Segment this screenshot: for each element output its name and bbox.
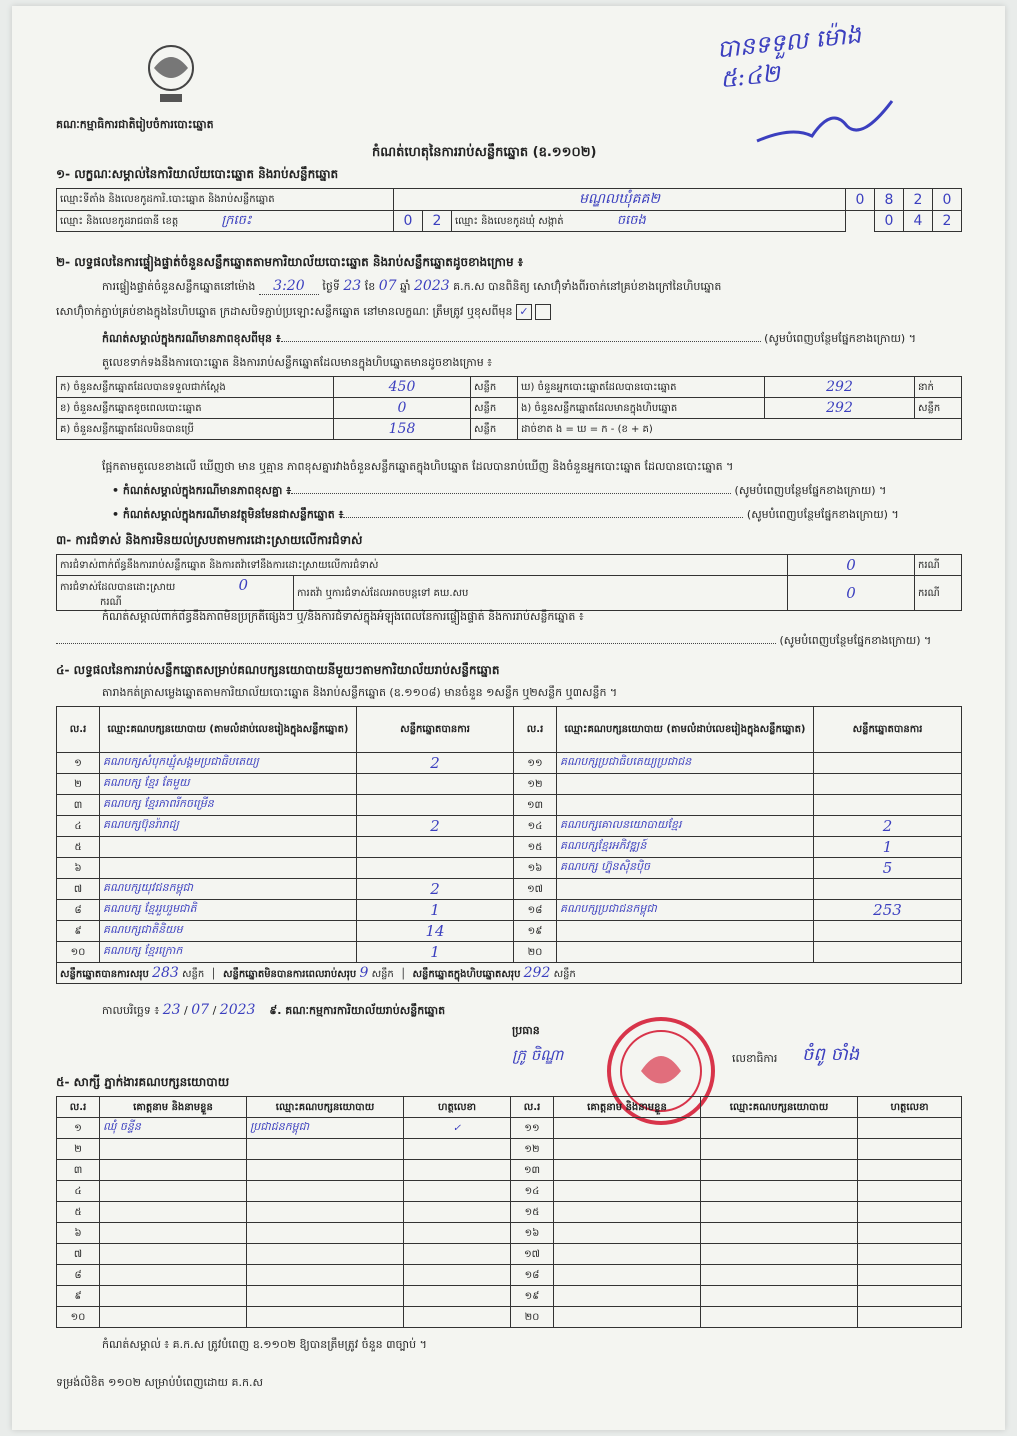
witness-signature	[858, 1118, 962, 1139]
party-name	[100, 858, 357, 879]
total-invalid: 9	[359, 964, 369, 981]
appeal-label: ការតវ៉ា ឬការជំទាស់ដែលអាចបន្តទៅ គឃ.សប	[294, 576, 788, 611]
row-number: ១៧	[511, 1244, 554, 1265]
spoiled-label: ខ) ចំនួនសន្លឹកឆ្នោតខូចពេលបោះឆ្នោត	[57, 398, 334, 419]
section4-heading: ៤- លទ្ធផលនៃការរាប់សន្លឹកឆ្នោតសម្រាប់គណបក្សនយោបាយនីមួយៗតាមការិយាល័យរាប់សន្លឹកឆ្នោត	[56, 663, 500, 677]
witness-party	[701, 1265, 858, 1286]
station-code-digit: 0	[846, 189, 875, 211]
party-name	[557, 921, 814, 942]
party-row	[57, 900, 962, 921]
witness-signature	[858, 1202, 962, 1223]
row-number: ១៥	[511, 1202, 554, 1223]
party-votes	[814, 879, 962, 900]
witness-name	[554, 1286, 701, 1307]
party-votes	[814, 942, 962, 963]
commune-label: ឈ្មោះ និងលេខកូដឃុំ សង្កាត់ ចចេង	[452, 211, 846, 232]
party-name: គណបក្សប៊ុនរ៉ារាជ្យ	[100, 816, 357, 837]
witness-row	[57, 1244, 962, 1265]
party-name: គណបក្សប្រជាជនកម្ពុជា	[557, 900, 814, 921]
received-note: បានទទួល ម៉ោង ៥:៤២	[715, 20, 863, 94]
spoiled-value: 0	[334, 398, 471, 419]
irregularity-lines: (សូមបំពេញបន្ថែមផ្នែកខាងក្រោយ) ។	[56, 634, 962, 650]
objection-label: ការជំទាស់ពាក់ព័ន្ធនឹងការរាប់សន្លឹកឆ្នោត និងការតវ៉ាទៅនឹងការដោះស្រាយលើការជំទាស់	[57, 555, 788, 576]
witness-name	[100, 1244, 247, 1265]
witness-signature	[404, 1244, 511, 1265]
party-name	[557, 879, 814, 900]
party-votes	[814, 921, 962, 942]
witness-party: ប្រជាជនកម្ពុជា	[247, 1118, 404, 1139]
witness-signature	[858, 1307, 962, 1328]
witness-party	[701, 1307, 858, 1328]
commune-name: ចចេង	[616, 212, 646, 228]
party-row	[57, 879, 962, 900]
witness-name	[554, 1223, 701, 1244]
row-number: ៩	[57, 1286, 100, 1307]
witness-party	[247, 1160, 404, 1181]
row-number: ១២	[514, 774, 557, 795]
party-results-table: ល.រ ឈ្មោះគណបក្សនយោបាយ (តាមលំដាប់លេខរៀងក្នុងសន្លឹកឆ្នោត) សន្លឹកឆ្នោតបានការ ល.រ ឈ្មោះគណបក្សនយោបាយ (តាមលំដាប់លេខរៀងក្នុងសន្លឹកឆ្នោត) សន្លឹកឆ្នោតបានការ ១ គណបក្សសំបុកឃ្មុំសង្គមប្រជាធិបតេយ្យ 2 ១១ គណបក្សប្រជាធិបតេយ្យប្រជាជន ២ គណបក្ស ខ្មែរ តែមួយ ១២ ៣ គណបក្ស ខ្មែរភាពរីកចម្រើន ១៣ ៤ គណបក្សប៊ុនរ៉ារាជ្យ 2 ១៤ គណបក្សគោលនយោបាយខ្មែរ 2 ៥ ១៥ គណបក្សខ្មែរអភិវឌ្ឍន៍ 1 ៦ ១៦ គណបក្ស ហ្វ៊ុនស៊ិនប៉ិច 5 ៧ គណបក្សយុវជនកម្ពុជា 2 ១៧ ៨ គណបក្ស ខ្មែររួបរួមជាតិ 1 ១៨ គណបក្សប្រជាជនកម្ពុជា 253 ៩ គណបក្សជាតិនិយម 14 ១៩ ១០ គណបក្ស ខ្មែរក្រោក 1 ២០ សន្លឹកឆ្នោតបានការសរុប 283 សន្លឹក │ សន្លឹកឆ្នោតមិនបានការពេលរាប់សរុប 9 សន្លឹក │ សន្លឹកឆ្នោតក្នុងហិបឆ្នោតសរុប 292 សន្លឹក	[56, 706, 962, 984]
party-name: គណបក្ស ខ្មែររួបរួមជាតិ	[100, 900, 357, 921]
row-number: ១៣	[514, 795, 557, 816]
witness-signature	[404, 1265, 511, 1286]
witness-name	[554, 1265, 701, 1286]
party-votes: 5	[814, 858, 962, 879]
party-name	[557, 774, 814, 795]
received-label: ក) ចំនួនសន្លឹកឆ្នោតដែលបានទទួលជាក់ស្តែង	[57, 377, 334, 398]
party-name: គណបក្ស ខ្មែរក្រោក	[100, 942, 357, 963]
row-number: ១៧	[514, 879, 557, 900]
party-name: គណបក្ស ខ្មែរ តែមួយ	[100, 774, 357, 795]
party-votes	[814, 753, 962, 774]
row-number: ៦	[57, 858, 100, 879]
total-valid: 283	[152, 964, 179, 981]
witness-party	[247, 1286, 404, 1307]
footer-note: កំណត់សម្គាល់ ៖ គ.ក.ស ត្រូវបំពេញ ឧ.១១០២ ឱ្យបានត្រឹមត្រូវ ចំនួន ៣ច្បាប់ ។	[102, 1338, 427, 1351]
party-name: គណបក្សជាតិនិយម	[100, 921, 357, 942]
witness-signature	[404, 1223, 511, 1244]
row-number: ២០	[514, 942, 557, 963]
party-row	[57, 753, 962, 774]
witness-party	[701, 1244, 858, 1265]
row-number: ១៦	[511, 1223, 554, 1244]
witness-party	[247, 1139, 404, 1160]
party-votes: 2	[814, 816, 962, 837]
verification-time: 3:20	[259, 278, 319, 295]
party-name: គណបក្សយុវជនកម្ពុជា	[100, 879, 357, 900]
witness-name	[100, 1139, 247, 1160]
commune-code-digit: 0	[875, 211, 904, 232]
party-votes: 1	[357, 900, 514, 921]
resolved-value: 0	[238, 576, 249, 594]
province-name: ក្រចេះ	[221, 212, 252, 228]
province-label: ឈ្មោះ និងលេខកូដរាជធានី ខេត្ត ក្រចេះ	[57, 211, 394, 232]
appeal-value: 0	[788, 576, 915, 611]
witness-party	[247, 1202, 404, 1223]
witness-party	[701, 1160, 858, 1181]
row-number: ៧	[57, 1244, 100, 1265]
witness-signature	[858, 1244, 962, 1265]
total-in-box: 292	[523, 964, 551, 981]
station-code-digit: 2	[904, 189, 933, 211]
formula: ដាច់ខាត ង = ឃ = ក - (ខ + គ)	[518, 419, 962, 440]
party-votes	[357, 837, 514, 858]
verification-day: 23	[343, 278, 362, 294]
party-votes: 2	[357, 879, 514, 900]
row-number: ៩	[57, 921, 100, 942]
party-name	[100, 837, 357, 858]
witness-party	[701, 1286, 858, 1307]
witness-signature	[404, 1160, 511, 1181]
row-number: ១១	[514, 753, 557, 774]
row-number: ១	[57, 1118, 100, 1139]
witness-row	[57, 1181, 962, 1202]
section1-heading: ១- លក្ខណៈសម្គាល់នៃការិយាល័យបោះឆ្នោត និងរាប់សន្លឹកឆ្នោត	[56, 167, 339, 181]
discrepancy-check: ផ្អែកតាមតួលេខខាងលើ ឃើញថា មាន ឬគ្មាន ភាពខុសគ្នារវាងចំនួនសន្លឹកឆ្នោតក្នុងហិបឆ្នោត ដែលបានរាប់ឃើញ និងចំនួនអ្នកបោះឆ្នោត ដែលបានបោះឆ្នោត ។	[102, 460, 734, 473]
witness-name	[554, 1181, 701, 1202]
party-name: គណបក្សប្រជាធិបតេយ្យប្រជាជន	[557, 753, 814, 774]
row-number: ១០	[57, 942, 100, 963]
row-number: ៨	[57, 900, 100, 921]
witness-party	[247, 1244, 404, 1265]
witness-name	[100, 1181, 247, 1202]
party-row	[57, 774, 962, 795]
witness-signature	[858, 1181, 962, 1202]
count-date: កាលបរិច្ឆេទ ៖ 23 / 07 / 2023 ៩. គណៈកម្មការការិយាល័យរាប់សន្លឹកឆ្នោត	[102, 1002, 446, 1018]
station-code-digit: 8	[875, 189, 904, 211]
witness-signature	[858, 1286, 962, 1307]
witness-name: ឈុំ ចន្ទីន	[100, 1118, 247, 1139]
committee-name: គណៈកម្មាធិការជាតិរៀបចំការបោះឆ្នោត	[56, 118, 214, 131]
party-votes: 1	[814, 837, 962, 858]
difference-note: កំណត់សម្គាល់ក្នុងករណីមានភាពខុសពីមុន ៖ (សូមបំពេញបន្ថែមផ្នែកខាងក្រោយ) ។	[102, 332, 916, 345]
row-number: ៨	[57, 1265, 100, 1286]
row-number: ១៤	[514, 816, 557, 837]
party-name: គណបក្សខ្មែរអភិវឌ្ឍន៍	[557, 837, 814, 858]
province-code-digit: 0	[394, 211, 423, 232]
province-code-digit: 2	[423, 211, 452, 232]
row-number: ១៤	[511, 1181, 554, 1202]
witness-name	[554, 1307, 701, 1328]
witness-signature	[404, 1181, 511, 1202]
received-value: 450	[334, 377, 471, 398]
witness-row	[57, 1265, 962, 1286]
witness-signature: ✓	[404, 1118, 511, 1139]
party-name: គណបក្សសំបុកឃ្មុំសង្គមប្រជាធិបតេយ្យ	[100, 753, 357, 774]
witness-name	[100, 1223, 247, 1244]
party-votes	[814, 795, 962, 816]
party-votes	[814, 774, 962, 795]
voters-value: 292	[765, 377, 915, 398]
witness-signature	[858, 1223, 962, 1244]
witness-name	[554, 1139, 701, 1160]
document-sheet	[12, 6, 1005, 1430]
row-number: ១	[57, 753, 100, 774]
witness-party	[701, 1223, 858, 1244]
objection-value: 0	[788, 555, 915, 576]
commune-code-digit: 2	[933, 211, 962, 232]
row-number: ២០	[511, 1307, 554, 1328]
changed-checkbox[interactable]	[535, 304, 551, 320]
party-votes	[357, 858, 514, 879]
witness-row	[57, 1202, 962, 1223]
verification-year: 2023	[414, 278, 450, 294]
commune-code-digit: 4	[904, 211, 933, 232]
president-signature: ក្រូ ចិណ្ឌា	[512, 1046, 564, 1064]
row-number: ១៨	[511, 1265, 554, 1286]
witness-party	[247, 1223, 404, 1244]
party-votes	[357, 795, 514, 816]
party-name: គណបក្សគោលនយោបាយខ្មែរ	[557, 816, 814, 837]
witness-name	[554, 1118, 701, 1139]
row-number: ៣	[57, 1160, 100, 1181]
row-number: ១៦	[514, 858, 557, 879]
ballot-count-table: ក) ចំនួនសន្លឹកឆ្នោតដែលបានទទួលជាក់ស្តែង 450 សន្លឹក ឃ) ចំនួនអ្នកបោះឆ្នោតដែលបានបោះឆ្នោត 292 នាក់ ខ) ចំនួនសន្លឹកឆ្នោតខូចពេលបោះឆ្នោត 0 សន្លឹក ង) ចំនួនសន្លឹកឆ្នោតដែលមានក្នុងហិបឆ្នោត 292 សន្លឹក គ) ចំនួនសន្លឹកឆ្នោតដែលមិនបានប្រើ 158 សន្លឹក ដាច់ខាត ង = ឃ = ក - (ខ + គ)	[56, 376, 962, 440]
party-name: គណបក្ស ខ្មែរភាពរីកចម្រើន	[100, 795, 357, 816]
party-row	[57, 858, 962, 879]
row-number: ១២	[511, 1139, 554, 1160]
row-number: ៤	[57, 816, 100, 837]
witness-signature	[858, 1160, 962, 1181]
witness-party	[701, 1181, 858, 1202]
section2-heading: ២- លទ្ធផលនៃការផ្ទៀងផ្ទាត់ចំនួនសន្លឹកឆ្នោតតាមការិយាល័យបោះឆ្នោត និងរាប់សន្លឹកឆ្នោតដូចខាងក្រោម ៖	[56, 255, 524, 269]
party-row	[57, 921, 962, 942]
witness-name	[554, 1202, 701, 1223]
party-votes: 2	[357, 816, 514, 837]
in-box-label: ង) ចំនួនសន្លឹកឆ្នោតដែលមានក្នុងហិបឆ្នោត	[518, 398, 765, 419]
row-number: ៣	[57, 795, 100, 816]
witness-table: ល.រ គោត្តនាម និងនាមខ្លួន ឈ្មោះគណបក្សនយោបាយ ហត្ថលេខា ល.រ គោត្តនាម និងនាមខ្លួន ឈ្មោះគណបក្សនយោបាយ ហត្ថលេខា ១ ឈុំ ចន្ទីន ប្រជាជនកម្ពុជា ✓ ១១ ២ ១២ ៣ ១៣ ៤ ១៤ ៥ ១៥ ៦ ១៦ ៧ ១៧ ៨ ១៨ ៩ ១៩ ១០ ២០	[56, 1096, 962, 1328]
row-number: ១៩	[511, 1286, 554, 1307]
witness-row	[57, 1307, 962, 1328]
witness-name	[554, 1160, 701, 1181]
row-number: ១៥	[514, 837, 557, 858]
witness-signature	[404, 1202, 511, 1223]
seal-paragraph: សោហ៊ុំចាក់ភ្ជាប់គ្រប់ខាងក្នុងនៃហិបឆ្នោត ក្រដាសបិទភ្ជាប់ប្រឡោះសន្លឹកឆ្នោត នៅមានលក្ខណៈ ត្រឹមត្រូវ ឬខុសពីមុន ✓	[56, 304, 962, 321]
party-votes: 14	[357, 921, 514, 942]
witness-name	[100, 1160, 247, 1181]
party-votes	[357, 774, 514, 795]
bullet-difference: • កំណត់សម្គាល់ក្នុងករណីមានភាពខុសគ្នា ៖ (សូមបំពេញបន្ថែមផ្នែកខាងក្រោយ) ។	[112, 484, 887, 497]
intact-checkbox[interactable]: ✓	[516, 304, 532, 320]
verification-month: 07	[378, 278, 397, 294]
secretary-signature: ចំពូ ចាំង	[802, 1044, 860, 1065]
row-number: ២	[57, 1139, 100, 1160]
party-votes: 1	[357, 942, 514, 963]
verification-paragraph: ការផ្ទៀងផ្ទាត់ចំនួនសន្លឹកឆ្នោតនៅម៉ោង 3:20 ថ្ងៃទី 23 ខែ 07 ឆ្នាំ 2023 គ.ក.ស បានពិនិត្យ សោហ៊ុំទាំងពីរចាក់នៅគ្រប់ខាងក្រៅនៃហិបឆ្នោត	[102, 278, 722, 294]
secretary-label: លេខាធិការ	[732, 1052, 778, 1065]
objection-table: ការជំទាស់ពាក់ព័ន្ធនឹងការរាប់សន្លឹកឆ្នោត និងការតវ៉ាទៅនឹងការដោះស្រាយលើការជំទាស់ 0 ករណី ការជំទាស់ដែលបានដោះស្រាយ 0 ករណី ការតវ៉ា ឬការជំទាស់ដែលអាចបន្តទៅ គឃ.សប 0 ករណី	[56, 554, 962, 611]
witness-party	[247, 1265, 404, 1286]
party-name: គណបក្ស ហ្វ៊ុនស៊ិនប៉ិច	[557, 858, 814, 879]
witness-signature	[858, 1139, 962, 1160]
emblem-icon	[140, 38, 202, 110]
witness-row	[57, 1286, 962, 1307]
voters-label: ឃ) ចំនួនអ្នកបោះឆ្នោតដែលបានបោះឆ្នោត	[518, 377, 765, 398]
witness-party	[247, 1181, 404, 1202]
section5-heading: ៥- សាក្សី ភ្នាក់ងារគណបក្សនយោបាយ	[56, 1075, 230, 1089]
witness-row	[57, 1118, 962, 1139]
station-table	[56, 188, 962, 232]
in-box-value: 292	[765, 398, 915, 419]
row-number: ៤	[57, 1181, 100, 1202]
row-number: ១៨	[514, 900, 557, 921]
table-intro: តួលេខទាក់ទងនឹងការបោះឆ្នោត និងការរាប់សន្លឹកឆ្នោតដែលមានក្នុងហិបឆ្នោតមានដូចខាងក្រោម ៖	[102, 356, 493, 369]
station-name: មណ្ឌលឃុំគគ២	[394, 189, 846, 211]
row-number: ៥	[57, 1202, 100, 1223]
tally-sheet-count: តារាងកត់ត្រាសម្លេងឆ្នោតតាមការិយាល័យបោះឆ្នោត និងរាប់សន្លឹកឆ្នោត (ឧ.១១០៨) មានចំនួន ១សន្លឹក ឬ២សន្លឹក ឬ៣សន្លឹក ។	[102, 686, 618, 699]
witness-signature	[404, 1139, 511, 1160]
witness-party	[247, 1307, 404, 1328]
party-row	[57, 837, 962, 858]
row-number: ១០	[57, 1307, 100, 1328]
row-number: ៦	[57, 1223, 100, 1244]
totals-row: សន្លឹកឆ្នោតបានការសរុប 283 សន្លឹក │ សន្លឹកឆ្នោតមិនបានការពេលរាប់សរុប 9 សន្លឹក │ សន្លឹកឆ្នោតក្នុងហិបឆ្នោតសរុប 292 សន្លឹក	[57, 963, 962, 984]
party-row	[57, 795, 962, 816]
witness-signature	[404, 1286, 511, 1307]
president-label: ប្រធាន	[512, 1024, 540, 1037]
form-title: កំណត់ហេតុនៃការរាប់សន្លឹកឆ្នោត (ឧ.១១០២)	[372, 145, 597, 160]
witness-name	[100, 1307, 247, 1328]
unused-label: គ) ចំនួនសន្លឹកឆ្នោតដែលមិនបានប្រើ	[57, 419, 334, 440]
witness-row	[57, 1160, 962, 1181]
witness-row	[57, 1139, 962, 1160]
row-number: ១៣	[511, 1160, 554, 1181]
row-number: ២	[57, 774, 100, 795]
witness-name	[554, 1244, 701, 1265]
station-code-digit: 0	[933, 189, 962, 211]
witness-name	[100, 1286, 247, 1307]
row-number: ៥	[57, 837, 100, 858]
irregularity-note: កំណត់សម្គាល់ពាក់ព័ន្ធនឹងភាពមិនប្រក្រតីផ្សេងៗ ឬ/និងការជំទាស់ក្នុងអំឡុងពេលនៃការផ្ទៀងផ្ទាត់ និងការរាប់សន្លឹកឆ្នោត ៖	[102, 610, 584, 623]
witness-party	[701, 1139, 858, 1160]
party-row	[57, 942, 962, 963]
resolved-label: ការជំទាស់ដែលបានដោះស្រាយ 0 ករណី	[57, 576, 294, 611]
row-number: ១១	[511, 1118, 554, 1139]
witness-signature	[858, 1265, 962, 1286]
form-identifier: ទម្រង់លិខិត ១១០២ សម្រាប់បំពេញដោយ គ.ក.ស	[56, 1376, 263, 1389]
handwritten-signature	[752, 96, 902, 156]
party-name	[557, 942, 814, 963]
unused-value: 158	[334, 419, 471, 440]
witness-row	[57, 1223, 962, 1244]
bullet-foreign-object: • កំណត់សម្គាល់ក្នុងករណីមានវត្ថុមិនមែនជាសន្លឹកឆ្នោត ៖ (សូមបំពេញបន្ថែមផ្នែកខាងក្រោយ) ។	[112, 508, 899, 521]
row-number: ១៩	[514, 921, 557, 942]
witness-signature	[404, 1307, 511, 1328]
section3-heading: ៣- ការជំទាស់ និងការមិនយល់ស្របតាមការដោះស្រាយលើការជំទាស់	[56, 533, 363, 547]
party-name	[557, 795, 814, 816]
witness-name	[100, 1265, 247, 1286]
witness-party	[701, 1118, 858, 1139]
party-votes: 2	[357, 753, 514, 774]
party-votes: 253	[814, 900, 962, 921]
witness-party	[701, 1202, 858, 1223]
witness-name	[100, 1202, 247, 1223]
party-row	[57, 816, 962, 837]
station-label: ឈ្មោះទីតាំង និងលេខកូដការិ.បោះឆ្នោត និងរាប់សន្លឹកឆ្នោត	[57, 189, 394, 211]
row-number: ៧	[57, 879, 100, 900]
